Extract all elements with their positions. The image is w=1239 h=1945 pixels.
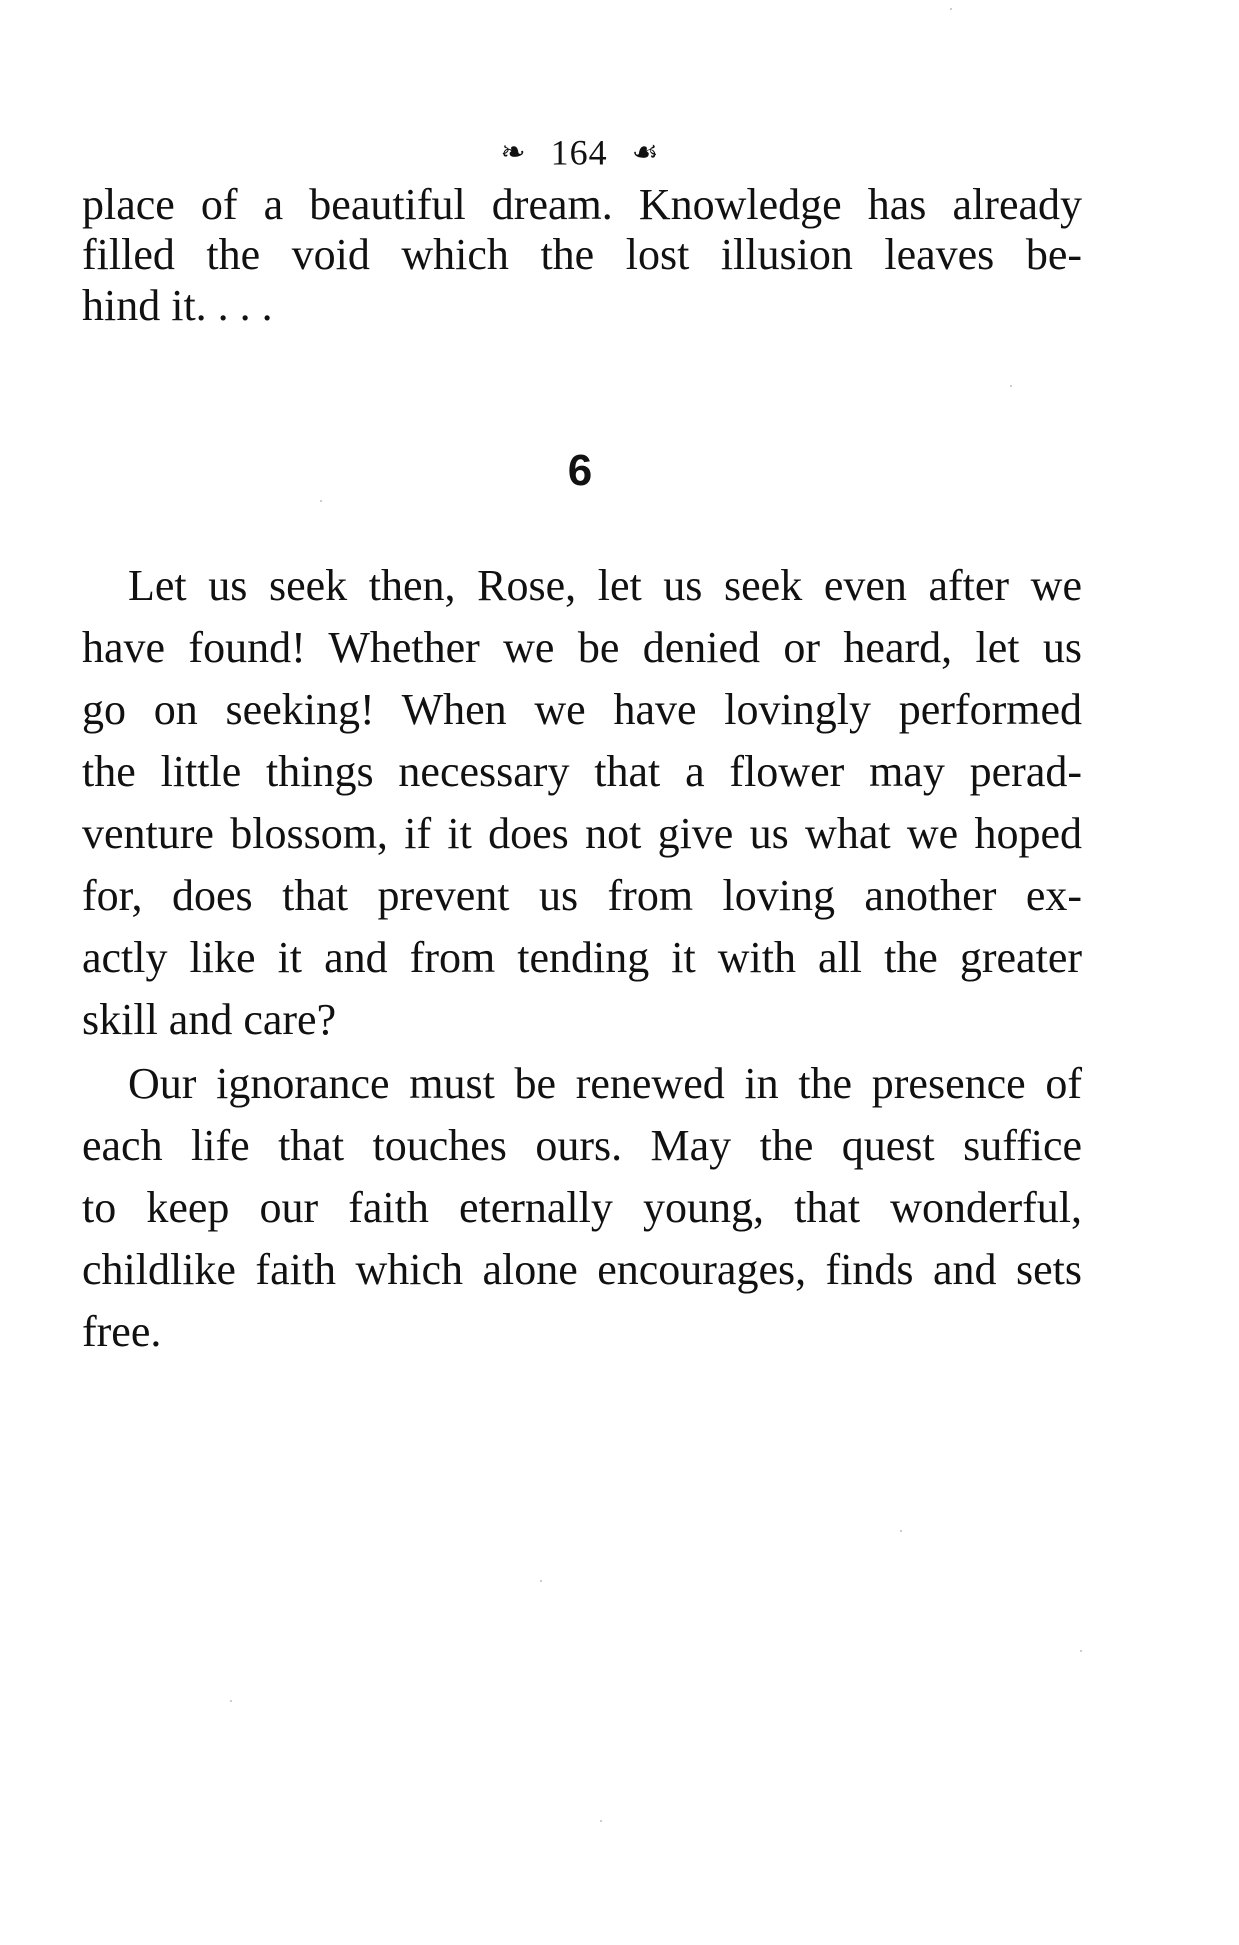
scan-speck — [900, 1530, 902, 1532]
fleuron-right-icon: ☙ — [631, 136, 660, 170]
fleuron-left-icon: ❧ — [500, 136, 527, 170]
text-line: for, does that prevent us from loving another ex- — [82, 871, 1082, 920]
page-header — [0, 128, 1160, 174]
scan-speck — [950, 8, 952, 10]
scan-speck — [230, 1700, 232, 1702]
scan-speck — [600, 1820, 602, 1822]
section-number: 6 — [567, 446, 593, 495]
text-line: have found! Whether we be denied or heard, let us — [82, 623, 1082, 672]
text-line: each life that touches ours. May the quest suffice — [82, 1121, 1082, 1170]
text-line: childlike faith which alone encourages, finds and sets — [82, 1245, 1082, 1294]
text-line: Our ignorance must be renewed in the presence of — [128, 1059, 1082, 1108]
text-line: go on seeking! When we have lovingly performed — [82, 685, 1082, 734]
text-line: to keep our faith eternally young, that wonderful, — [82, 1183, 1082, 1232]
text-line: the little things necessary that a flower may perad- — [82, 747, 1082, 796]
text-line: venture blossom, if it does not give us what we hoped — [82, 809, 1082, 858]
scan-speck — [1010, 385, 1012, 387]
text-line: Let us seek then, Rose, let us seek even after we — [128, 561, 1082, 610]
scan-speck — [320, 500, 322, 502]
text-line: skill and care? — [82, 995, 337, 1044]
text-line: place of a beautiful dream. Knowledge has already — [82, 180, 1082, 229]
text-line: actly like it and from tending it with all the greater — [82, 933, 1082, 982]
scan-speck — [540, 1580, 542, 1582]
text-line: free. — [82, 1307, 162, 1356]
text-line: hind it. . . . — [82, 281, 273, 330]
scan-speck — [1080, 1650, 1082, 1652]
text-line: filled the void which the lost illusion leaves be- — [82, 230, 1082, 279]
page-number: 164 — [550, 132, 608, 173]
